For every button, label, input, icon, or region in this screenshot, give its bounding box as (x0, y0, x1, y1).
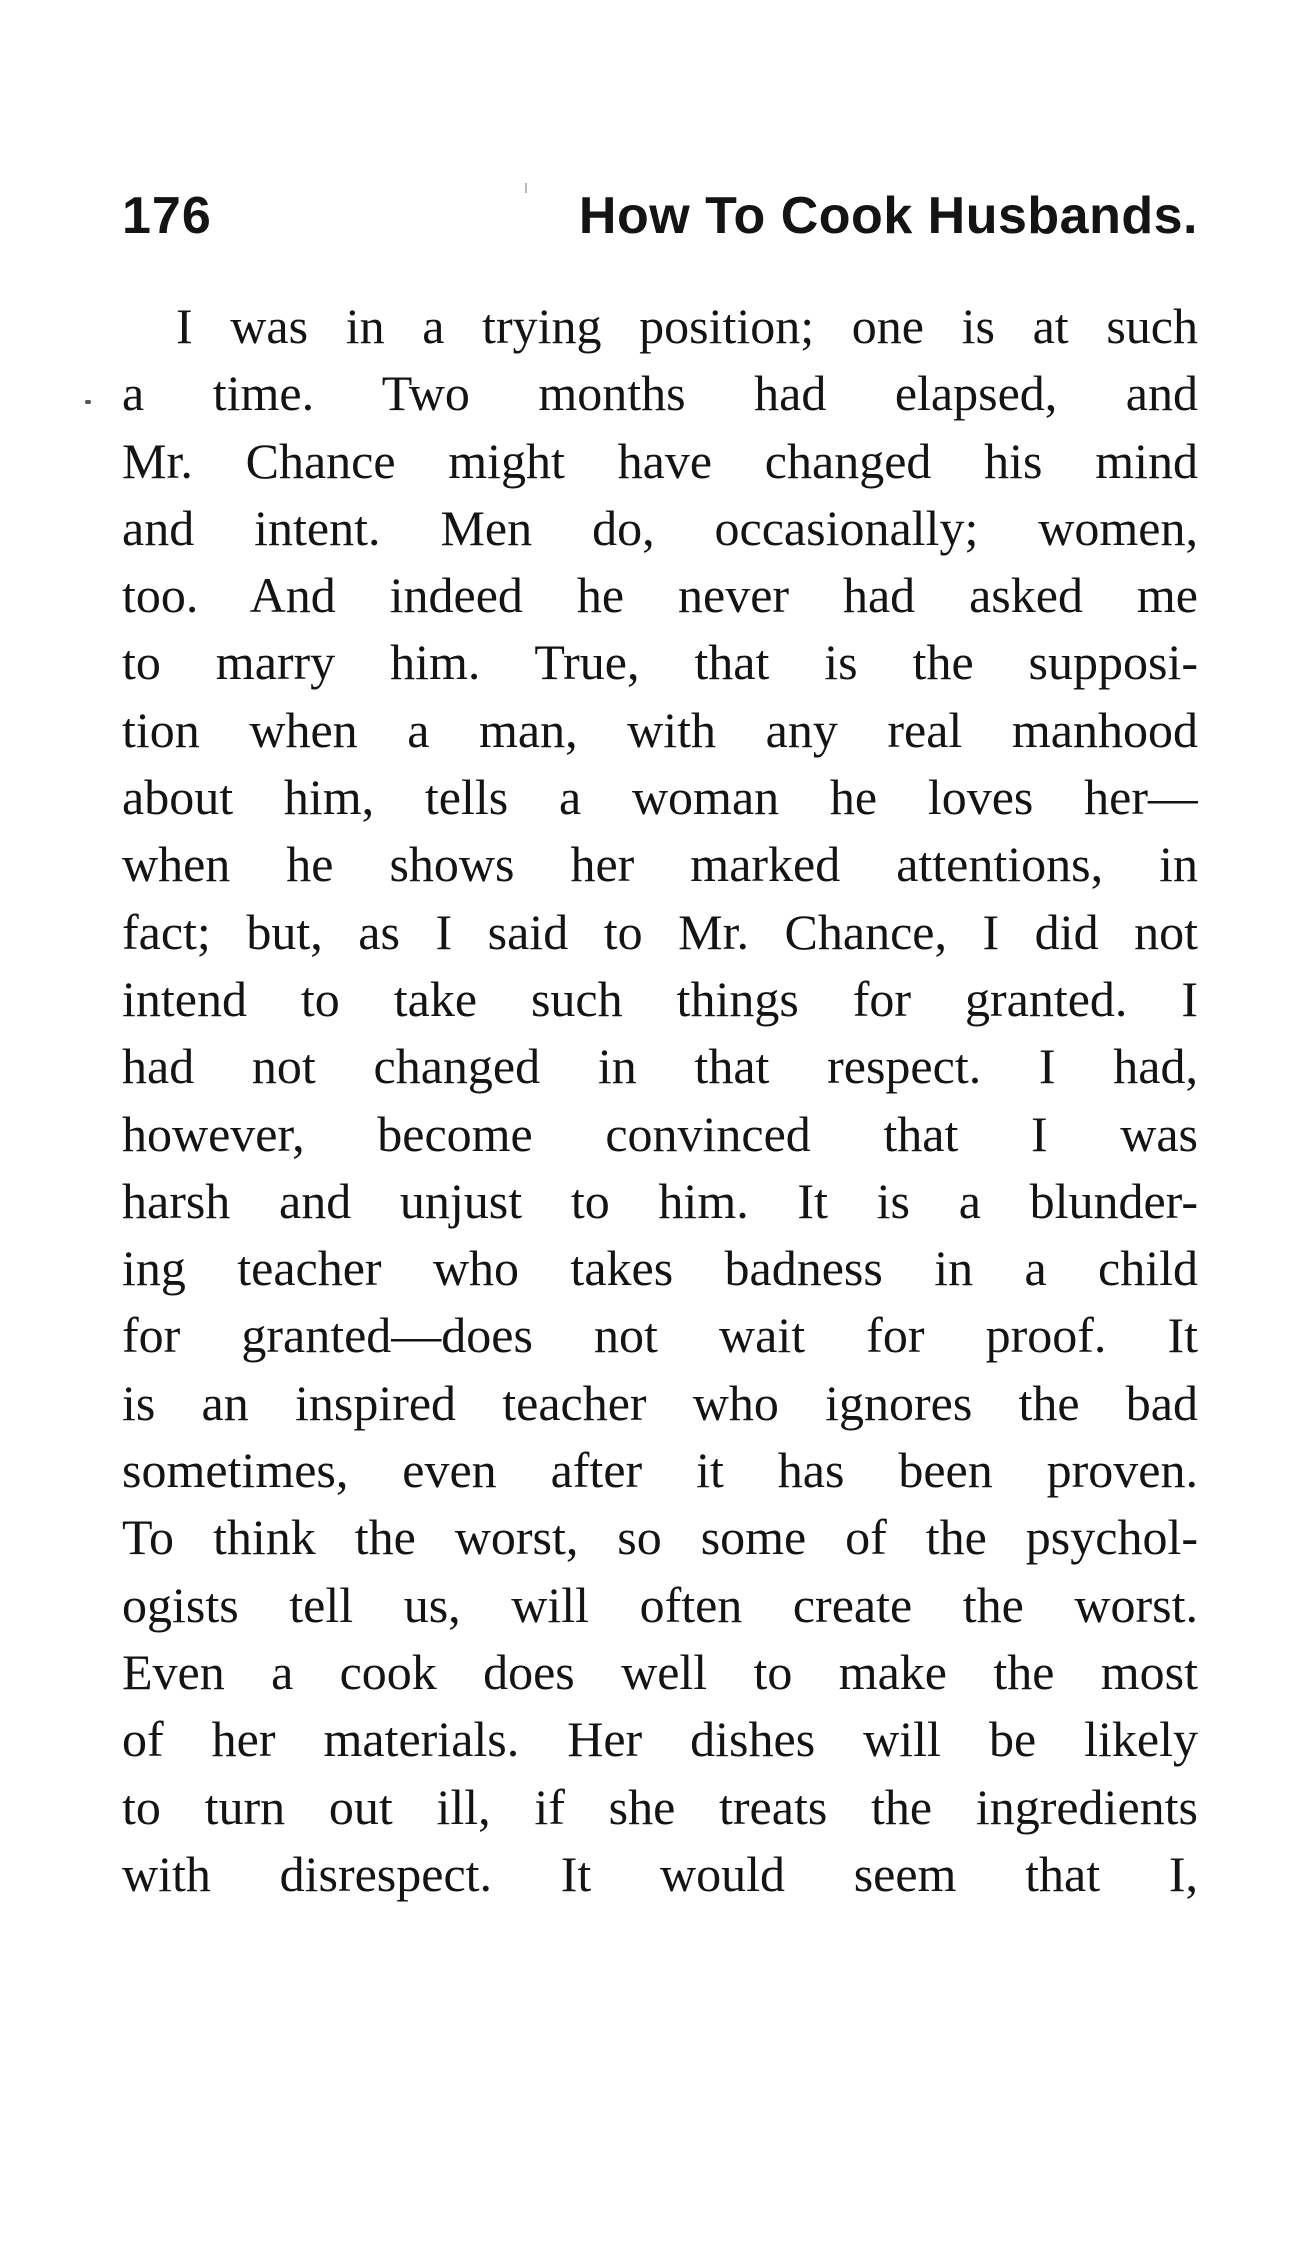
margin-mark (85, 400, 91, 404)
text-line: about him, tells a woman he loves her— (122, 769, 1198, 826)
text-line: ing teacher who takes badness in a child (122, 1240, 1198, 1297)
text-line: too. And indeed he never had asked me (122, 567, 1198, 624)
text-line: is an inspired teacher who ignores the bad (122, 1374, 1198, 1431)
text-line: had not changed in that respect. I had, (122, 1038, 1198, 1095)
text-line: To think the worst, so some of the psychol- (122, 1509, 1198, 1566)
page-number: 176 (122, 187, 212, 245)
text-line: when he shows her marked attentions, in (122, 836, 1198, 893)
running-head (122, 183, 1198, 249)
text-line: intend to take such things for granted. I (122, 970, 1198, 1027)
text-line: however, become convinced that I was (122, 1105, 1198, 1162)
text-line: to marry him. True, that is the supposi- (122, 634, 1198, 691)
text-line: a time. Two months had elapsed, and (122, 365, 1198, 422)
text-line: tion when a man, with any real manhood (122, 701, 1198, 758)
text-line: fact; but, as I said to Mr. Chance, I did not (122, 903, 1198, 960)
body-paragraph (122, 293, 1198, 1908)
text-line: of her materials. Her dishes will be likely (122, 1711, 1198, 1768)
text-line: Even a cook does well to make the most (122, 1643, 1198, 1700)
text-line: I was in a trying position; one is at such (176, 298, 1198, 354)
text-line: to turn out ill, if she treats the ingredients (122, 1778, 1198, 1835)
text-line: ogists tell us, will often create the worst. (122, 1576, 1198, 1633)
text-line: Mr. Chance might have changed his mind (122, 432, 1198, 489)
text-line: with disrespect. It would seem that I, (122, 1845, 1198, 1902)
running-title: How To Cook Husbands. (578, 187, 1198, 245)
text-line: for granted—does not wait for proof. It (122, 1307, 1198, 1364)
text-line: sometimes, even after it has been proven. (122, 1442, 1198, 1499)
text-line: and intent. Men do, occasionally; women, (122, 499, 1198, 556)
text-line: harsh and unjust to him. It is a blunder- (122, 1172, 1198, 1229)
